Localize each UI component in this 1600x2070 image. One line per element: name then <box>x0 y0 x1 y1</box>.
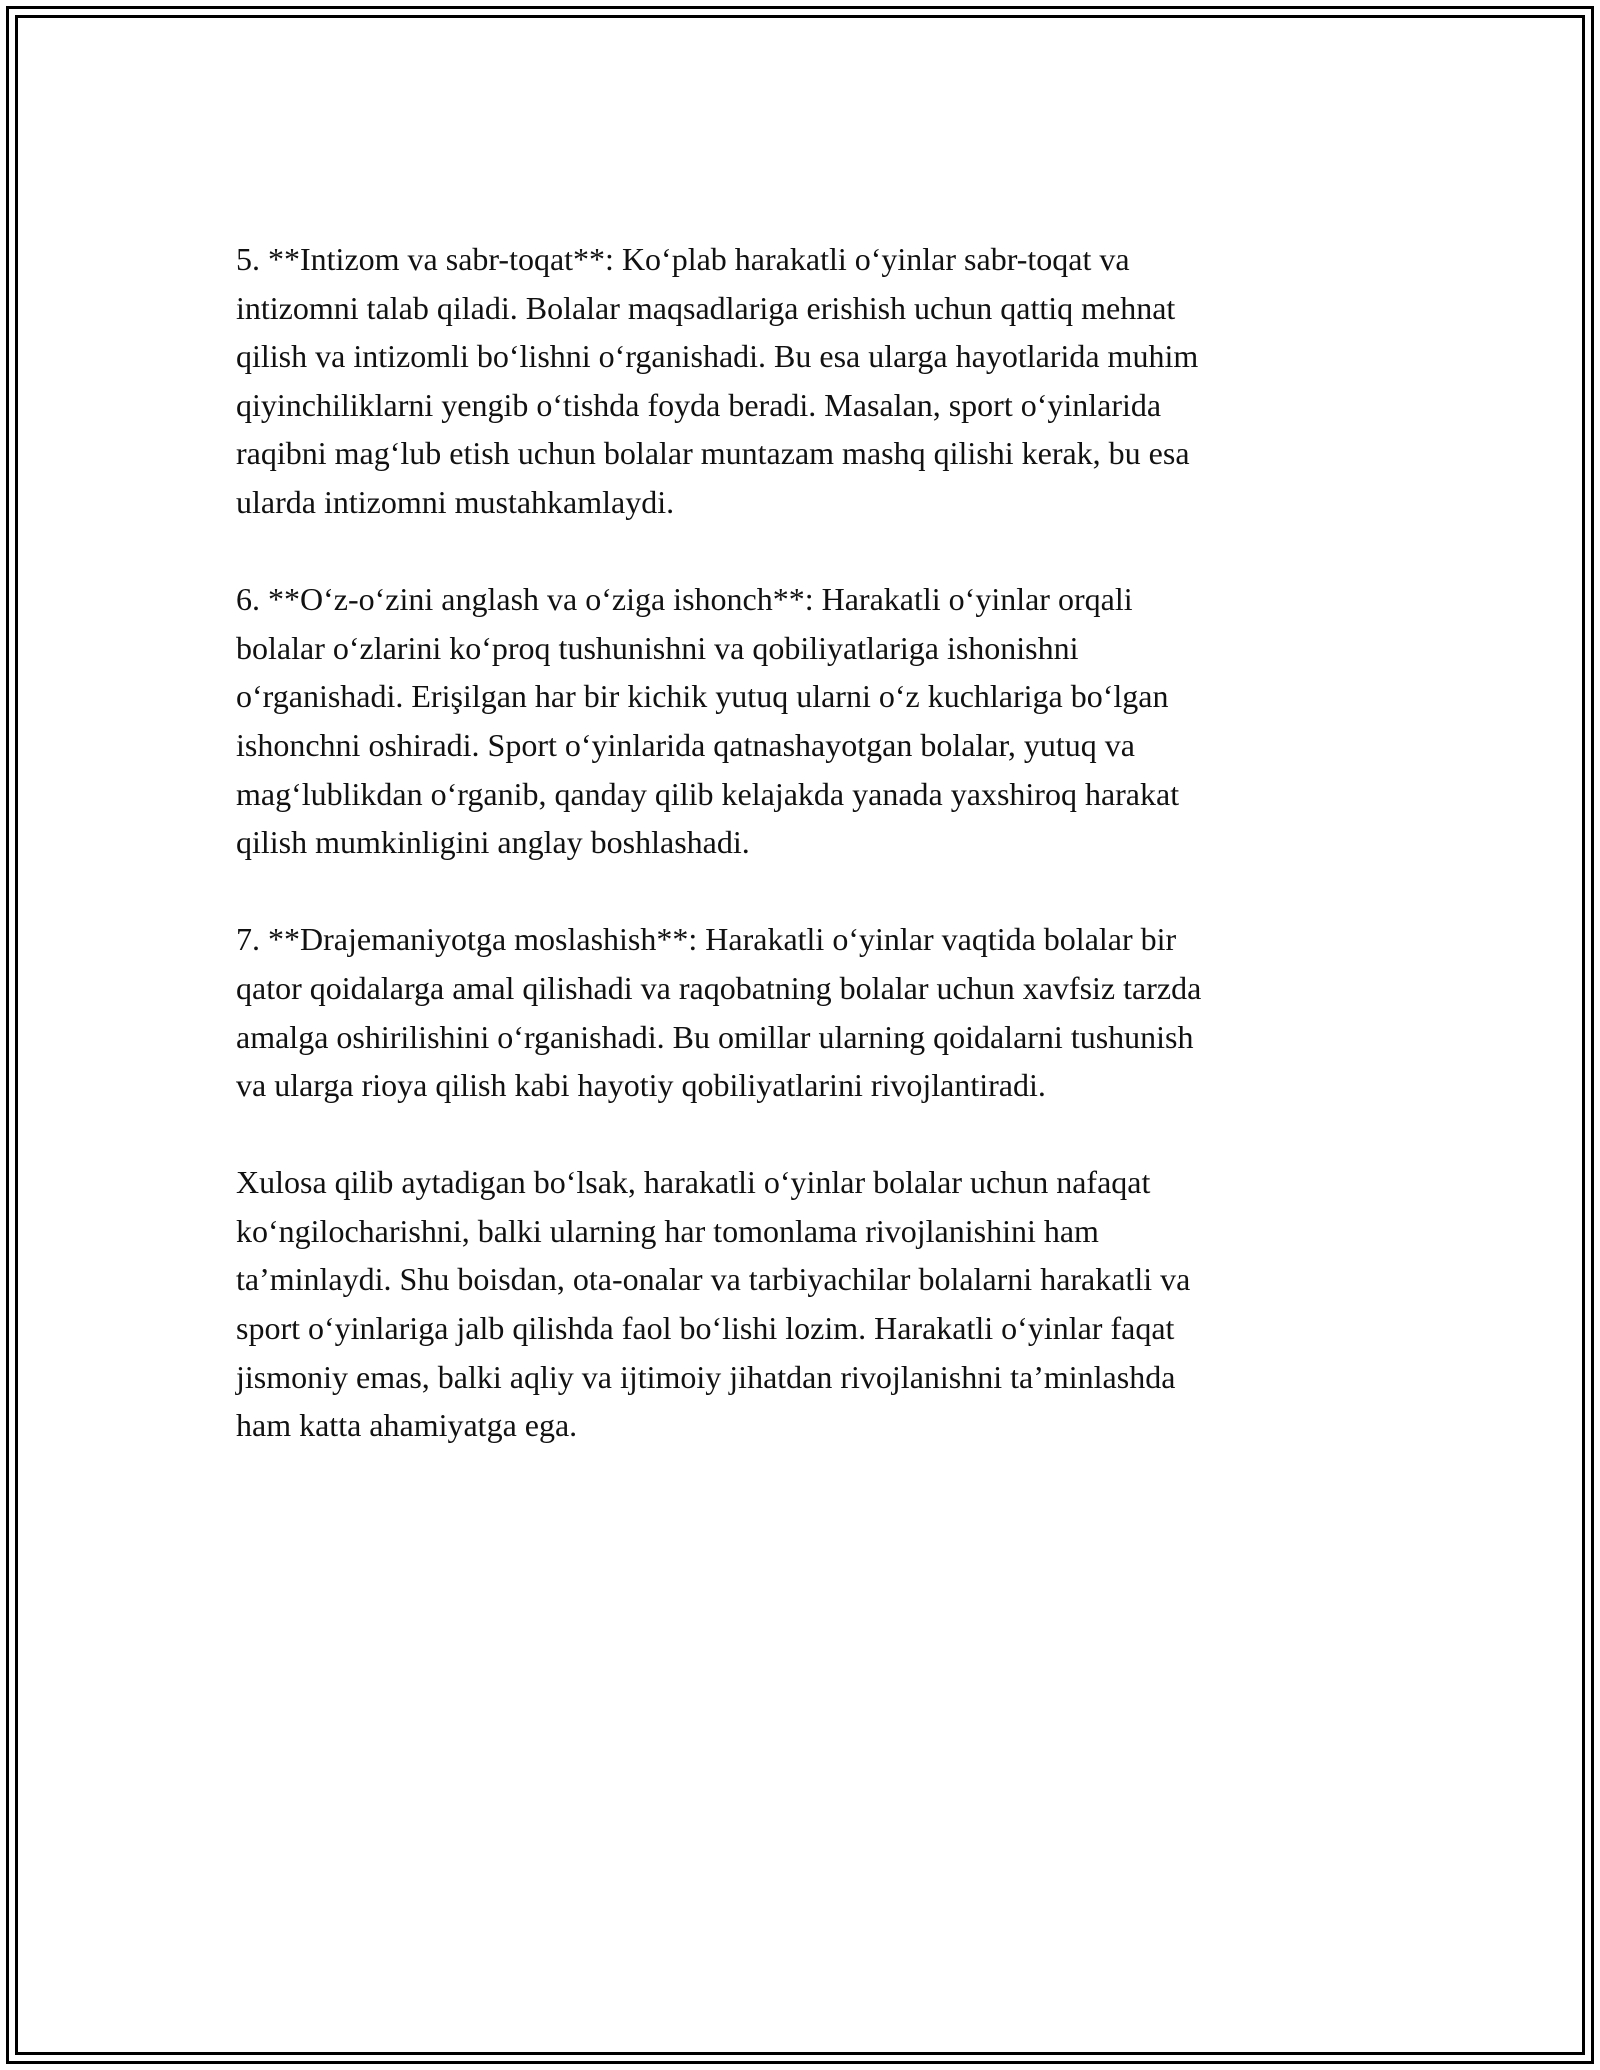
text-line: amalga oshirilishini o‘rganishadi. Bu omillar ularning qoidalarni tushunish <box>236 1018 1194 1055</box>
text-line: Xulosa qilib aytadigan bo‘lsak, harakatli o‘yinlar bolalar uchun nafaqat <box>236 1164 1151 1201</box>
text-line: qilish mumkinligini anglay boshlashadi. <box>236 824 750 861</box>
document-body <box>236 235 1376 1498</box>
text-line: va ularga rioya qilish kabi hayotiy qobiliyatlarini rivojlantiradi. <box>236 1067 1046 1104</box>
text-line: jismoniy emas, balki aqliy va ijtimoiy jihatdan rivojlanishni ta’minlashda <box>236 1358 1176 1395</box>
text-line: 7. **Drajemaniyotga moslashish**: Harakatli o‘yinlar vaqtida bolalar bir <box>236 921 1177 958</box>
text-line: qilish va intizomli bo‘lishni o‘rganishadi. Bu esa ularga hayotlarida muhim <box>236 338 1199 375</box>
paragraph-self-awareness <box>236 575 1376 867</box>
text-line: sport o‘yinlariga jalb qilishda faol bo‘lishi lozim. Harakatli o‘yinlar faqat <box>236 1310 1175 1347</box>
text-line: ko‘ngilocharishni, balki ularning har tomonlama rivojlanishini ham <box>236 1212 1099 1249</box>
text-line: o‘rganishadi. Erişilgan har bir kichik yutuq ularni o‘z kuchlariga bo‘lgan <box>236 678 1169 715</box>
text-line: 6. **O‘z-o‘zini anglash va o‘ziga ishonch**: Harakatli o‘yinlar orqali <box>236 581 1133 618</box>
text-line: qiyinchiliklarni yengib o‘tishda foyda beradi. Masalan, sport o‘yinlarida <box>236 386 1162 423</box>
text-line: ham katta ahamiyatga ega. <box>236 1407 578 1444</box>
text-line: ularda intizomni mustahkamlaydi. <box>236 483 675 520</box>
paragraph-discipline <box>236 235 1376 527</box>
paragraph-conclusion <box>236 1158 1376 1450</box>
text-line: ishonchni oshiradi. Sport o‘yinlarida qatnashayotgan bolalar, yutuq va <box>236 726 1135 763</box>
text-line: mag‘lublikdan o‘rganib, qanday qilib kelajakda yanada yaxshiroq harakat <box>236 775 1180 812</box>
text-line: bolalar o‘zlarini ko‘proq tushunishni va qobiliyatlariga ishonishni <box>236 629 1079 666</box>
text-line: 5. **Intizom va sabr-toqat**: Ko‘plab harakatli o‘yinlar sabr-toqat va <box>236 241 1130 277</box>
text-line: ta’minlaydi. Shu boisdan, ota-onalar va tarbiyachilar bolalarni harakatli va <box>236 1261 1191 1298</box>
paragraph-adaptation <box>236 915 1376 1109</box>
text-line: raqibni mag‘lub etish uchun bolalar muntazam mashq qilishi kerak, bu esa <box>236 435 1190 472</box>
text-line: qator qoidalarga amal qilishadi va raqobatning bolalar uchun xavfsiz tarzda <box>236 969 1202 1006</box>
text-line: intizomni talab qiladi. Bolalar maqsadlariga erishish uchun qattiq mehnat <box>236 289 1176 326</box>
